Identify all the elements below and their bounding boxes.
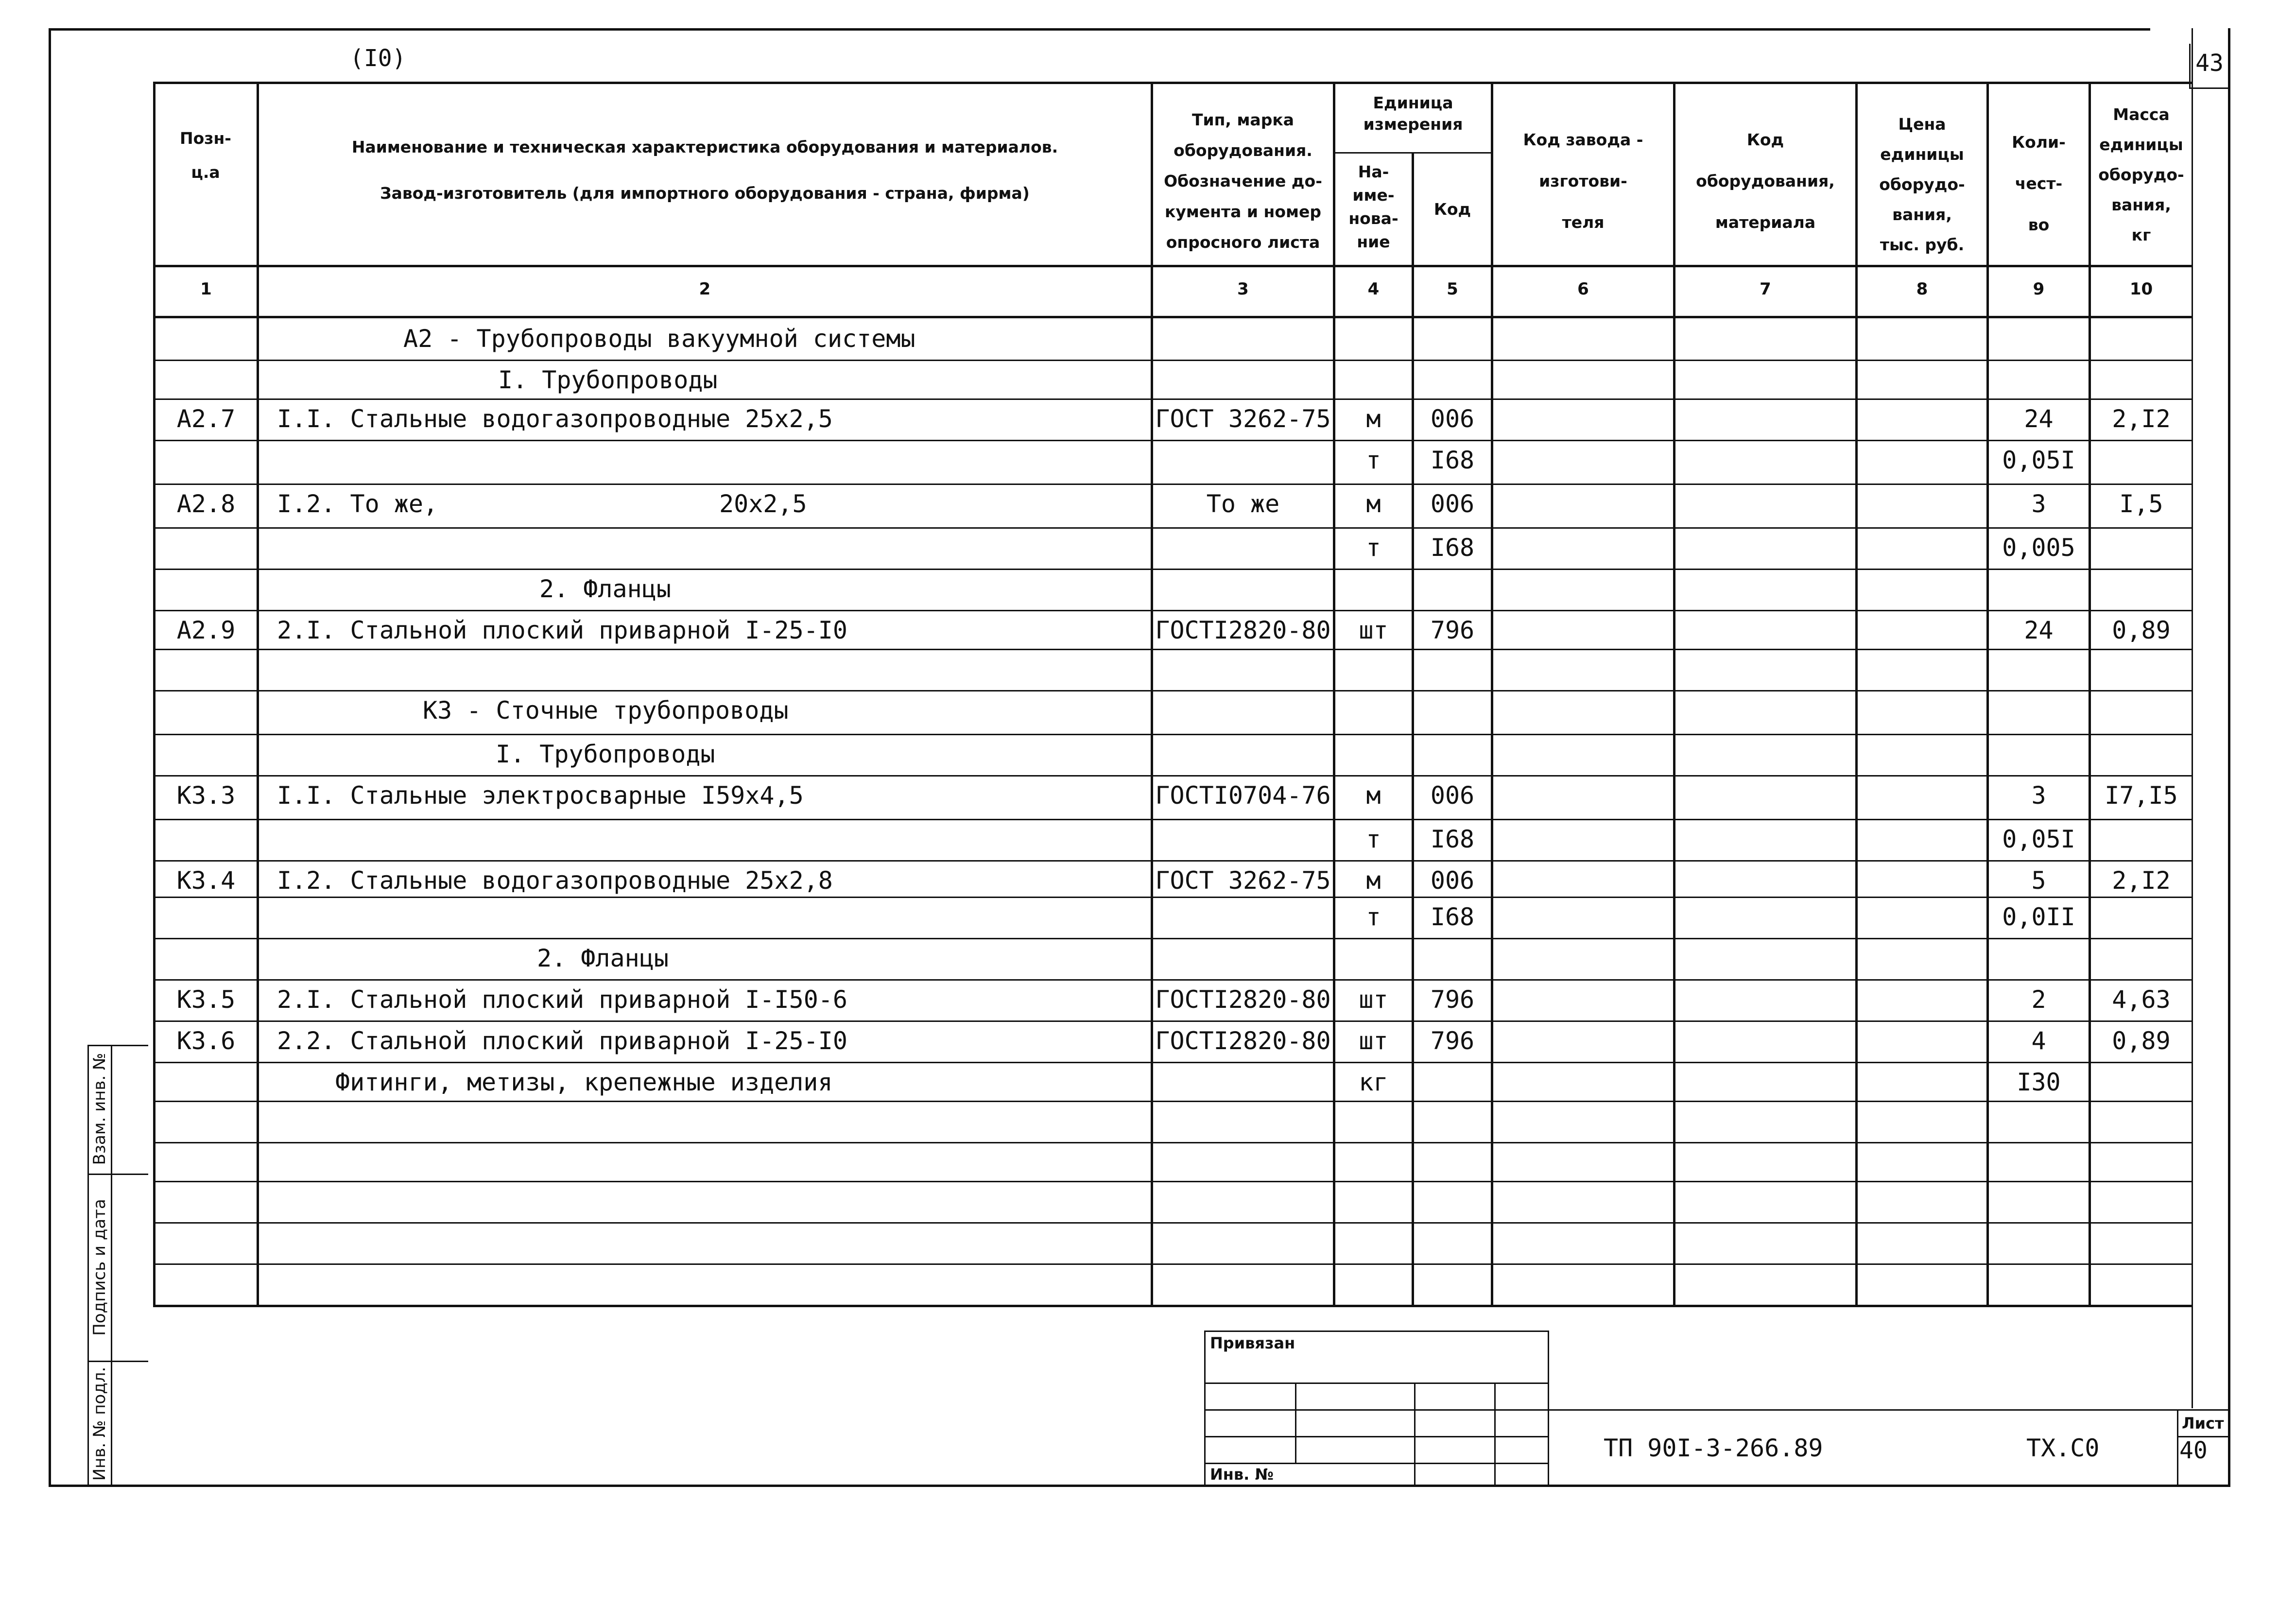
colnum-6: 6 bbox=[1577, 279, 1589, 299]
table-bottom bbox=[153, 1305, 2192, 1307]
header-col3: Тип, марка оборудования. Обозначение до- кумента и номер опросного листа bbox=[1164, 110, 1322, 252]
sheet-box-left bbox=[2177, 1409, 2178, 1486]
stamp-row1 bbox=[1204, 1382, 1549, 1384]
row-name: I. Трубопроводы bbox=[496, 740, 715, 768]
row-code: 006 bbox=[1430, 866, 1475, 895]
colnum-8: 8 bbox=[1916, 279, 1928, 299]
header-col9: Коли- чест- во bbox=[2012, 133, 2066, 234]
row-unit: кг bbox=[1359, 1068, 1388, 1096]
row-code: I68 bbox=[1430, 534, 1475, 562]
row-quantity: 24 bbox=[2024, 616, 2054, 644]
row-line bbox=[153, 1020, 2192, 1022]
row-line bbox=[153, 398, 2192, 400]
row-line bbox=[153, 734, 2192, 735]
row-line bbox=[153, 527, 2192, 529]
row-name: Фитинги, метизы, крепежные изделия bbox=[335, 1068, 833, 1096]
table-right-line bbox=[2192, 28, 2193, 1408]
row-unit: шт bbox=[1359, 1027, 1388, 1055]
row-code: 796 bbox=[1430, 616, 1475, 644]
header-col10: Масса единицы оборудо- вания, кг bbox=[2098, 105, 2184, 244]
stamp-col3 bbox=[1494, 1382, 1496, 1486]
stamp-top bbox=[1204, 1331, 1549, 1332]
row-mass: 0,89 bbox=[2112, 616, 2171, 644]
row-unit: шт bbox=[1359, 985, 1388, 1014]
sheet-number: 40 bbox=[2179, 1437, 2208, 1464]
row-quantity: 0,05I bbox=[2002, 825, 2075, 853]
side-strip-line bbox=[87, 1045, 89, 1487]
frame-bottom-line bbox=[49, 1485, 2230, 1487]
row-name-extra: 20х2,5 bbox=[719, 490, 807, 518]
row-unit: м bbox=[1366, 781, 1381, 810]
pagenum-box-line bbox=[2189, 87, 2230, 89]
row-document: ГОСТ 3262-75 bbox=[1155, 866, 1331, 895]
row-line bbox=[153, 1101, 2192, 1102]
row-quantity: 0,0II bbox=[2002, 903, 2075, 931]
doc-code: ТП 90I-3-266.89 bbox=[1604, 1434, 1823, 1462]
row-quantity: I30 bbox=[2017, 1068, 2061, 1096]
colnum-10: 10 bbox=[2129, 279, 2153, 299]
row-unit: шт bbox=[1359, 616, 1388, 644]
col-line-0 bbox=[153, 82, 155, 1307]
col-line-3 bbox=[1333, 82, 1335, 1307]
row-line bbox=[153, 610, 2192, 611]
col-line-5 bbox=[1491, 82, 1493, 1307]
row-code: 006 bbox=[1430, 405, 1475, 433]
sheet-top-label: (I0) bbox=[350, 45, 406, 72]
header-col1: Позн- ц.а bbox=[180, 129, 231, 182]
row-quantity: 3 bbox=[2031, 490, 2046, 518]
sheet-label: Лист bbox=[2182, 1414, 2224, 1433]
row-mass: 0,89 bbox=[2112, 1027, 2171, 1055]
header-bottom bbox=[153, 265, 2192, 267]
stamp-privyazan: Привязан bbox=[1210, 1334, 1295, 1352]
row-mass: I,5 bbox=[2119, 490, 2163, 518]
row-code: 796 bbox=[1430, 985, 1475, 1014]
colnum-3: 3 bbox=[1237, 279, 1249, 299]
col-line-6 bbox=[1673, 82, 1675, 1307]
page-number: 43 bbox=[2195, 50, 2224, 77]
row-line bbox=[153, 440, 2192, 441]
row-mass: 4,63 bbox=[2112, 985, 2171, 1014]
row-quantity: 5 bbox=[2031, 866, 2046, 895]
row-line bbox=[153, 819, 2192, 820]
header-col8: Цена единицы оборудо- вания, тыс. руб. bbox=[1879, 115, 1965, 254]
row-name: I.I. Стальные электросварные I59х4,5 bbox=[277, 781, 804, 810]
header-col7: Код оборудования, материала bbox=[1696, 130, 1835, 232]
header-col4: На- име- нова- ние bbox=[1348, 162, 1398, 251]
row-code: I68 bbox=[1430, 825, 1475, 853]
row-position: К3.6 bbox=[176, 1027, 236, 1055]
row-document: То же bbox=[1206, 490, 1280, 518]
col-line-2 bbox=[1151, 82, 1153, 1307]
row-line bbox=[153, 1222, 2192, 1224]
row-quantity: 2 bbox=[2031, 985, 2046, 1014]
stamp-row3 bbox=[1204, 1436, 1549, 1437]
row-document: ГОСТI0704-76 bbox=[1155, 781, 1331, 810]
row-line bbox=[153, 1142, 2192, 1143]
row-unit: м bbox=[1366, 866, 1381, 895]
unit-subheader-line bbox=[1333, 152, 1491, 154]
row-name: 2. Фланцы bbox=[537, 944, 669, 972]
row-unit: т bbox=[1366, 446, 1381, 474]
row-position: А2.9 bbox=[176, 616, 236, 644]
stamp-inv-no: Инв. № bbox=[1210, 1465, 1274, 1484]
row-line bbox=[153, 1062, 2192, 1063]
row-code: I68 bbox=[1430, 446, 1475, 474]
row-line bbox=[153, 897, 2192, 898]
table-top bbox=[153, 82, 2192, 84]
col-line-9 bbox=[2089, 82, 2091, 1307]
stamp-row2 bbox=[1204, 1409, 1549, 1411]
row-mass: 2,I2 bbox=[2112, 405, 2171, 433]
row-line bbox=[153, 979, 2192, 981]
row-quantity: 4 bbox=[2031, 1027, 2046, 1055]
row-line bbox=[153, 938, 2192, 939]
title-block-top bbox=[1548, 1409, 2230, 1411]
col-line-8 bbox=[1986, 82, 1989, 1307]
row-line bbox=[153, 690, 2192, 691]
row-document: ГОСТ 3262-75 bbox=[1155, 405, 1331, 433]
row-position: К3.3 bbox=[176, 781, 236, 810]
row-quantity: 3 bbox=[2031, 781, 2046, 810]
colnum-9: 9 bbox=[2033, 279, 2045, 299]
row-mass: I7,I5 bbox=[2105, 781, 2178, 810]
row-code: 796 bbox=[1430, 1027, 1475, 1055]
row-unit: т bbox=[1366, 825, 1381, 853]
colnum-5: 5 bbox=[1447, 279, 1458, 299]
row-name: А2 - Трубопроводы вакуумной системы bbox=[403, 325, 915, 353]
row-position: А2.8 bbox=[176, 490, 236, 518]
header-col6: Код завода - изготови- теля bbox=[1523, 130, 1643, 232]
stamp-col1 bbox=[1295, 1382, 1296, 1463]
row-quantity: 0,005 bbox=[2002, 534, 2075, 562]
row-name: I.I. Стальные водогазопроводные 25х2,5 bbox=[277, 405, 833, 433]
side-strip-inner bbox=[111, 1045, 112, 1487]
col-line-7 bbox=[1855, 82, 1858, 1307]
colnum-bottom bbox=[153, 316, 2192, 318]
header-col2: Наименование и техническая характеристика оборудования и материалов. Завод-изготовитель (для импортного оборудования - страна, фирма) bbox=[351, 138, 1058, 203]
row-unit: т bbox=[1366, 903, 1381, 931]
row-unit: м bbox=[1366, 405, 1381, 433]
side-label-inv-podl: Инв. № подл. bbox=[90, 1366, 109, 1481]
frame-right-line bbox=[2228, 28, 2230, 1487]
row-document: ГОСТI2820-80 bbox=[1155, 985, 1331, 1014]
row-name: К3 - Сточные трубопроводы bbox=[423, 696, 789, 725]
row-name: I.2. То же, bbox=[277, 490, 438, 518]
row-line bbox=[153, 569, 2192, 570]
colnum-1: 1 bbox=[200, 279, 212, 299]
stamp-col2 bbox=[1414, 1382, 1416, 1486]
row-name: I.2. Стальные водогазопроводные 25х2,8 bbox=[277, 866, 833, 895]
stamp-row4 bbox=[1204, 1463, 1549, 1464]
row-position: К3.4 bbox=[176, 866, 236, 895]
frame-left-line bbox=[49, 28, 51, 1487]
row-code: 006 bbox=[1430, 781, 1475, 810]
row-line bbox=[153, 484, 2192, 485]
colnum-4: 4 bbox=[1367, 279, 1380, 299]
row-name: 2.I. Стальной плоский приварной I-I50-6 bbox=[277, 985, 847, 1014]
row-name: I. Трубопроводы bbox=[498, 366, 718, 394]
colnum-7: 7 bbox=[1760, 279, 1771, 299]
section-code: ТХ.С0 bbox=[2026, 1434, 2100, 1462]
row-quantity: 0,05I bbox=[2002, 446, 2075, 474]
frame-top-line bbox=[49, 28, 2150, 31]
row-line bbox=[153, 1263, 2192, 1265]
row-line bbox=[153, 860, 2192, 862]
row-document: ГОСТI2820-80 bbox=[1155, 1027, 1331, 1055]
row-position: К3.5 bbox=[176, 985, 236, 1014]
row-document: ГОСТI2820-80 bbox=[1155, 616, 1331, 644]
header-unit-title: Единица измерения bbox=[1363, 93, 1463, 134]
col-line-4 bbox=[1412, 153, 1414, 1307]
row-name: 2.I. Стальной плоский приварной I-25-I0 bbox=[277, 616, 847, 644]
row-code: I68 bbox=[1430, 903, 1475, 931]
col-line-1 bbox=[257, 82, 259, 1307]
row-unit: м bbox=[1366, 490, 1381, 518]
row-line bbox=[153, 360, 2192, 361]
row-code: 006 bbox=[1430, 490, 1475, 518]
row-quantity: 24 bbox=[2024, 405, 2054, 433]
side-label-zam-inv: Взам. инв. № bbox=[90, 1053, 109, 1165]
row-line bbox=[153, 1181, 2192, 1182]
row-line bbox=[153, 775, 2192, 777]
colnum-2: 2 bbox=[699, 279, 711, 299]
side-label-podpis: Подпись и дата bbox=[90, 1199, 109, 1336]
row-name: 2.2. Стальной плоский приварной I-25-I0 bbox=[277, 1027, 847, 1055]
row-name: 2. Фланцы bbox=[539, 575, 671, 603]
row-unit: т bbox=[1366, 534, 1381, 562]
row-position: А2.7 bbox=[176, 405, 236, 433]
row-mass: 2,I2 bbox=[2112, 866, 2171, 895]
header-col5: Код bbox=[1433, 200, 1471, 219]
row-line bbox=[153, 649, 2192, 650]
